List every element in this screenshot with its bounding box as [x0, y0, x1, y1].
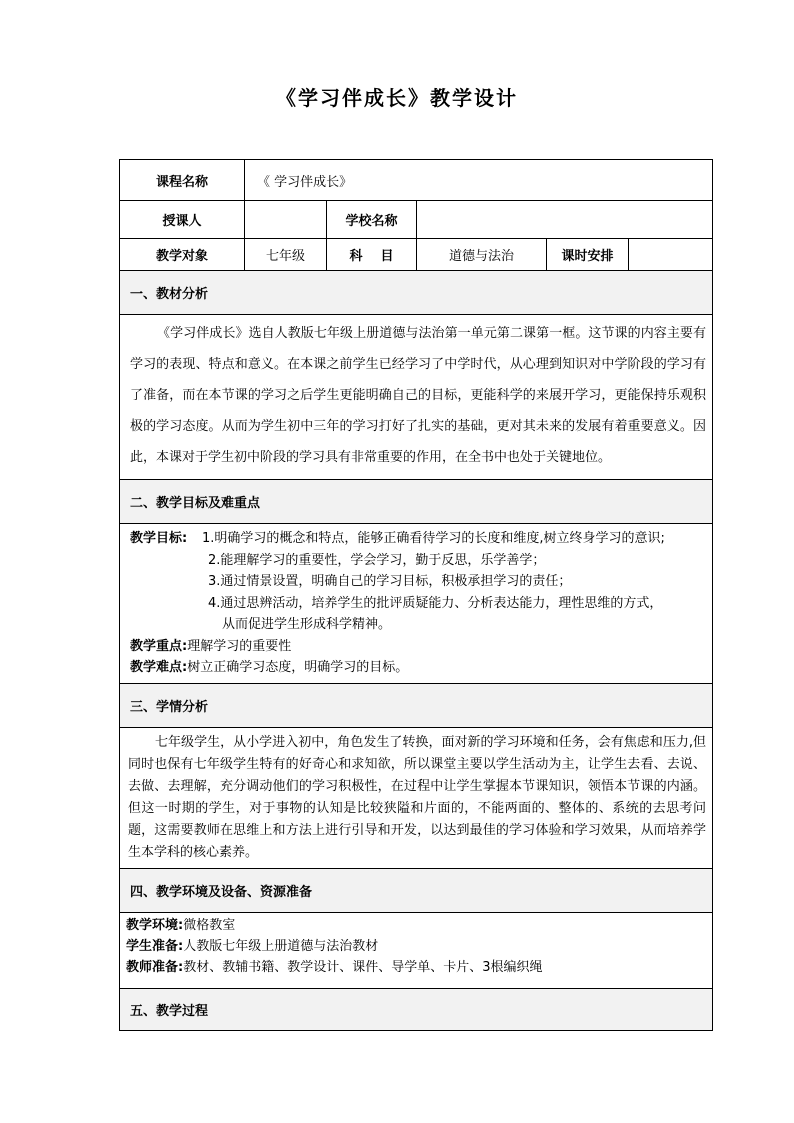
difficult-point-line — [130, 657, 708, 679]
section-5-header — [120, 988, 713, 1030]
goal-label: 教学目标: — [130, 531, 188, 546]
section-1-header — [120, 271, 713, 315]
school-value — [417, 201, 713, 239]
subject-label: 科 目 — [327, 239, 417, 271]
section-title: 五、教学过程 — [120, 988, 713, 1030]
course-label: 课程名称 — [120, 160, 245, 201]
goals-cell — [120, 524, 713, 684]
section-2-body — [120, 524, 713, 684]
course-value: 《 学习伴成长》 — [245, 160, 713, 201]
textbook-analysis-text: 《学习伴成长》选自人教版七年级上册道德与法治第一单元第二课第一框。这节课的内容主要有学习的表现、特点和意义。在本课之前学生已经学习了中学时代，从心理到知识对中学阶段的学习有了准备，而在本节课的学习之后学生更能明确自己的目标，更能科学的来展开学习，更能保持乐观积极的学习态度。从而为学生初中三年的学习打好了扎实的基础，更对其未来的发展有着重要意义。因此，本课对于学生初中阶段的学习具有非常重要的作用，在全书中也处于关键地位。 — [120, 315, 713, 480]
section-title: 一、教材分析 — [120, 271, 713, 315]
teacher-label: 授课人 — [120, 201, 245, 239]
section-title: 四、教学环境及设备、资源准备 — [120, 868, 713, 912]
key-point-text: 理解学习的重要性 — [187, 638, 292, 654]
environment-text: 微格教室 — [183, 917, 236, 933]
goal-list — [202, 528, 708, 636]
goal-item: 3.通过情景设置，明确自己的学习目标，积极承担学习的责任； — [208, 574, 572, 589]
schedule-value — [629, 239, 713, 271]
teacher-prep-label: 教师准备: — [126, 959, 184, 975]
goal-item-continuation: 从而促进学生形成科学精神。 — [222, 617, 392, 632]
target-label: 教学对象 — [120, 239, 245, 271]
section-3-body — [120, 727, 713, 868]
subject-value: 道德与法治 — [417, 239, 547, 271]
target-value: 七年级 — [245, 239, 327, 271]
teacher-prep-text: 教材、教辅书籍、教学设计、课件、导学单、卡片、3根编织绳 — [183, 959, 543, 975]
section-3-header — [120, 683, 713, 727]
student-prep-text: 人教版七年级上册道德与法治教材 — [183, 938, 379, 954]
course-row — [120, 160, 713, 201]
section-4-header — [120, 868, 713, 912]
resources-cell — [120, 912, 713, 988]
lesson-plan-table — [119, 159, 713, 1031]
goal-item: 2.能理解学习的重要性，学会学习，勤于反思，乐学善学； — [208, 552, 546, 568]
key-point-label: 教学重点: — [130, 638, 188, 654]
key-point-line — [130, 636, 708, 658]
section-title: 三、学情分析 — [120, 683, 713, 727]
difficult-point-text: 树立正确学习态度，明确学习的目标。 — [187, 660, 409, 675]
teacher-prep-line — [126, 957, 708, 978]
school-label: 学校名称 — [327, 201, 417, 239]
environment-line — [126, 915, 708, 936]
schedule-label: 课时安排 — [547, 239, 629, 271]
student-prep-line — [126, 936, 708, 957]
student-analysis-text: 七年级学生，从小学进入初中，角色发生了转换，面对新的学习环境和任务，会有焦虑和压力,但同时也保有七年级学生特有的好奇心和求知欲，所以课堂主要以学生活动为主，让学生去看、去说、去做、去理解，充分调动他们的学习积极性，在过程中让学生掌握本节课知识，领悟本节课的内涵。但这一时期的学生，对于事物的认知是比较狭隘和片面的，不能两面的、整体的、系统的去思考问题，这需要教师在思维上和方法上进行引导和开发，以达到最佳的学习体验和学习效果，从而培养学生本学科的核心素养。 — [120, 727, 713, 868]
goal-item: 4.通过思辨活动，培养学生的批评质疑能力、分析表达能力，理性思维的方式， — [208, 595, 663, 611]
goals-block — [130, 528, 708, 636]
section-2-header — [120, 480, 713, 524]
goal-item: 1.明确学习的概念和特点，能够正确看待学习的长度和维度,树立终身学习的意识; — [202, 531, 665, 546]
page-title: 《学习伴成长》教学设计 — [276, 86, 518, 110]
target-row — [120, 239, 713, 271]
environment-label: 教学环境: — [126, 917, 184, 933]
student-prep-label: 学生准备: — [126, 938, 184, 954]
difficult-point-label: 教学难点: — [130, 660, 188, 675]
teacher-value — [245, 201, 327, 239]
section-title: 二、教学目标及难重点 — [120, 480, 713, 524]
section-4-body — [120, 912, 713, 988]
section-1-body — [120, 315, 713, 480]
teacher-row — [120, 201, 713, 239]
